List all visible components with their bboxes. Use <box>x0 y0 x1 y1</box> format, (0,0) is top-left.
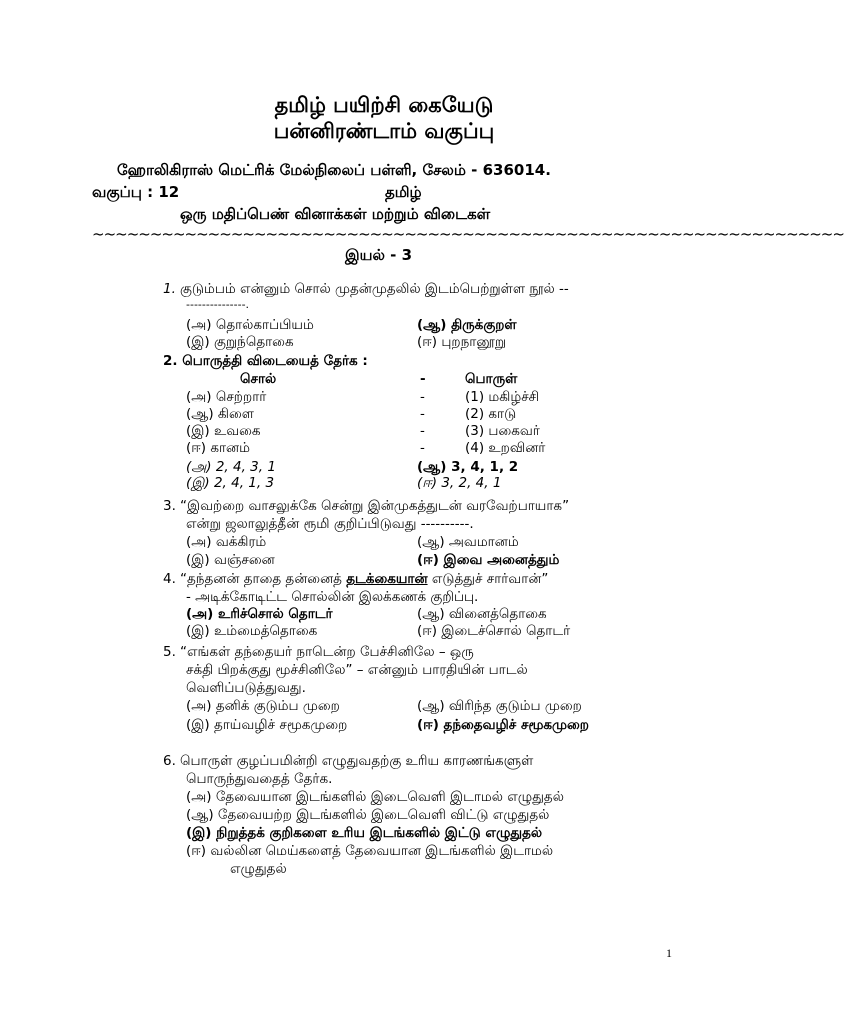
q2-option-c: (இ) 2, 4, 1, 3 <box>186 475 275 491</box>
q4-text-pre: “தந்தனன் தாதை தன்னைத் <box>180 571 347 587</box>
q5-number: 5. <box>163 644 176 660</box>
q1-number: 1. <box>163 281 176 297</box>
q3-number: 3. <box>163 498 176 514</box>
main-title: தமிழ் பயிற்சி கையேடு <box>274 93 494 117</box>
q4-underlined-word: தடக்கையான் <box>346 571 428 587</box>
q4-text-post: எடுத்துச் சார்வான்” <box>427 571 549 587</box>
q2-row3-meaning: (3) பகைவர் <box>465 423 540 439</box>
q1-option-b-answer: (ஆ) திருக்குறள் <box>417 317 517 333</box>
q2-row3-word: (இ) உவகை <box>186 423 261 439</box>
school-name: ஹோலிகிராஸ் மெட்ரிக் மேல்நிலைப் பள்ளி, சேலம் - 636014. <box>117 161 551 179</box>
q2-row4-word: (ஈ) கானம் <box>186 440 250 456</box>
q1-option-a: (அ) தொல்காப்பியம் <box>186 317 314 333</box>
q4-text-line2: - அடிக்கோடிட்ட சொல்லின் இலக்கணக் குறிப்பு. <box>186 589 479 605</box>
q2-col-meaning: பொருள் <box>465 371 518 387</box>
q1-option-d: (ஈ) புறநானூறு <box>417 334 507 350</box>
q6-option-a: (அ) தேவையான இடங்களில் இடைவெளி இடாமல் எழுதுதல் <box>186 789 564 805</box>
q3-option-b: (ஆ) அவமானம் <box>417 534 519 550</box>
subject-label: தமிழ் <box>385 183 422 201</box>
q2-col-word: சொல் <box>240 371 277 387</box>
q4-option-d: (ஈ) இடைச்சொல் தொடர் <box>417 623 571 639</box>
q2-row2-word: (ஆ) கிளை <box>186 406 254 422</box>
q5-option-a: (அ) தனிக் குடும்ப முறை <box>186 698 340 714</box>
q5-option-d-answer: (ஈ) தந்தைவழிச் சமூகமுறை <box>417 717 589 733</box>
q2-col-dash: - <box>420 371 426 387</box>
q4-option-b: (ஆ) வினைத்தொகை <box>417 606 547 622</box>
q6-option-d-line1: (ஈ) வல்லின மெய்களைத் தேவையான இடங்களில் இடாமல் <box>186 843 554 859</box>
q2-title: 2. பொருத்தி விடையைத் தேர்க : <box>163 353 368 369</box>
class-label: வகுப்பு : 12 <box>92 183 180 201</box>
q5-text-line3: வெளிப்படுத்துவது. <box>186 680 306 696</box>
q4-text-line1 <box>180 570 548 588</box>
q6-option-c-answer: (இ) நிறுத்தக் குறிகளை உரிய இடங்களில் இட்டு எழுதுதல் <box>186 825 543 841</box>
q2-row1-meaning: (1) மகிழ்ச்சி <box>465 389 540 405</box>
q2-option-d: (ஈ) 3, 2, 4, 1 <box>417 475 502 491</box>
q2-row1-word: (அ) செற்றார் <box>186 389 267 405</box>
question-type: ஒரு மதிப்பெண் வினாக்கள் மற்றும் விடைகள் <box>180 205 491 223</box>
q5-option-b: (ஆ) விரிந்த குடும்ப முறை <box>417 698 582 714</box>
q3-text-line2: என்று ஜலாலுத்தீன் ரூமி குறிப்பிடுவது ----------. <box>186 516 474 532</box>
q5-text-line1: “எங்கள் தந்தையர் நாடென்ற பேச்சினிலே – ஒரு <box>180 644 474 660</box>
q2-row3-dash: - <box>420 423 425 439</box>
q6-text-line1: பொருள் குழப்பமின்றி எழுதுவதற்கு உரிய காரணங்களுள் <box>180 753 534 769</box>
q4-option-c: (இ) உம்மைத்தொகை <box>186 623 318 639</box>
page-number: 1 <box>666 946 672 960</box>
q1-text: குடும்பம் என்னும் சொல் முதன்முதலில் இடம்பெற்றுள்ள நூல் -- <box>180 281 569 297</box>
q6-text-line2: பொருந்துவதைத் தேர்க. <box>186 771 333 787</box>
q2-row4-meaning: (4) உறவினர் <box>465 440 546 456</box>
q2-row1-dash: - <box>420 389 425 405</box>
q6-option-b: (ஆ) தேவையற்ற இடங்களில் இடைவெளி விட்டு எழுதுதல் <box>186 807 550 823</box>
q3-text-line1: “இவற்றை வாசலுக்கே சென்று இன்முகத்துடன் வரவேற்பாயாக” <box>180 498 570 514</box>
q2-row4-dash: - <box>420 440 425 456</box>
q5-option-c: (இ) தாய்வழிச் சமூகமுறை <box>186 717 348 733</box>
q2-row2-meaning: (2) காடு <box>465 406 517 422</box>
tilde-divider: ~~~~~~~~~~~~~~~~~~~~~~~~~~~~~~~~~~~~~~~~~~~~~~~~~~~~~~~~~~~~~~~~~ <box>92 225 844 243</box>
q2-option-a: (அ) 2, 4, 3, 1 <box>186 459 276 475</box>
q1-blank: ---------------. <box>186 298 250 311</box>
q4-number: 4. <box>163 571 176 587</box>
q2-option-b-answer: (ஆ) 3, 4, 1, 2 <box>417 459 519 475</box>
q3-option-c: (இ) வஞ்சனை <box>186 552 275 568</box>
q1-option-c: (இ) குறுந்தொகை <box>186 334 294 350</box>
sub-title: பன்னிரண்டாம் வகுப்பு <box>273 119 495 143</box>
q3-option-a: (அ) வக்கிரம் <box>186 534 267 550</box>
q5-text-line2: சக்தி பிறக்குது மூச்சினிலே” – என்னும் பாரதியின் பாடல் <box>186 662 528 678</box>
q2-row2-dash: - <box>420 406 425 422</box>
q6-option-d-line2: எழுதுதல் <box>230 861 287 877</box>
q4-option-a-answer: (அ) உரிச்சொல் தொடர் <box>186 606 333 622</box>
q6-number: 6. <box>163 753 176 769</box>
q3-option-d-answer: (ஈ) இவை அனைத்தும் <box>417 552 560 568</box>
unit-heading: இயல் - 3 <box>345 246 413 264</box>
